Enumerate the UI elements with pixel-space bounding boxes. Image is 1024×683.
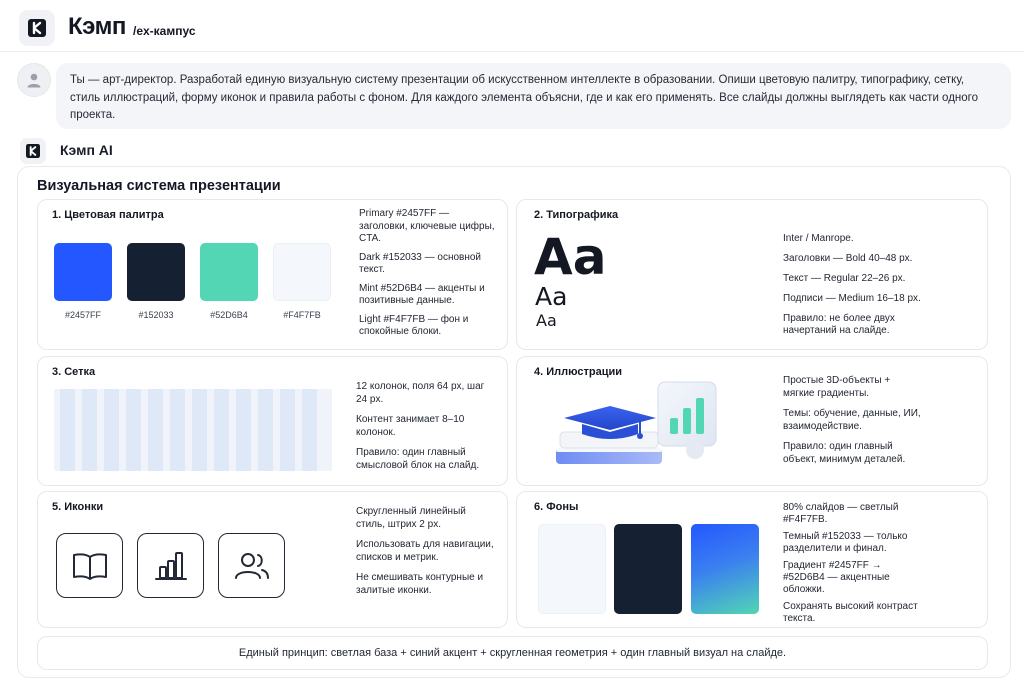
- icons-notes: [356, 506, 496, 603]
- ai-avatar: [20, 138, 46, 164]
- backgrounds-note: 80% слайдов — светлый #F4F7FB.: [783, 502, 899, 525]
- grid-column: [192, 389, 207, 471]
- icons-title: 5. Иконки: [52, 501, 104, 513]
- swatch-primary: [54, 243, 112, 301]
- user-avatar: [17, 63, 51, 97]
- grid-note: Контент занимает 8–10 колонок.: [356, 414, 465, 438]
- swatch-label: #52D6B4: [210, 310, 248, 320]
- palette-title: 1. Цветовая палитра: [52, 209, 164, 221]
- typography-notes: [783, 233, 933, 337]
- typography-note: Правило: не более двух начертаний на слайде.: [783, 313, 895, 336]
- user-message: Ты — арт-директор. Разработай единую визуальную систему презентации об искусственном интеллекте в образовании. Опиши цветовую палитру, типографику, сетку, стиль иллюстраций, форму иконок и правила работы с фоном. Для каждого элемента объясни, где и как его применять. Все слайды должны выглядеть как части одного проекта.: [56, 63, 1011, 129]
- grid-column: [148, 389, 163, 471]
- app-logo[interactable]: [19, 10, 55, 46]
- grid-column: [126, 389, 141, 471]
- illustrations-note: Темы: обучение, данные, ИИ, взаимодействие.: [783, 408, 921, 432]
- backgrounds-note: Темный #152033 — только разделители и финал.: [783, 531, 908, 554]
- backgrounds-note: Градиент #2457FF → #52D6B4 — акцентные обложки.: [783, 560, 890, 595]
- typography-note: Заголовки — Bold 40–48 px.: [783, 253, 913, 264]
- bar-chart-icon: [154, 550, 188, 582]
- grid-note: Правило: один главный смысловой блок на слайд.: [356, 447, 480, 471]
- backgrounds-note: Сохранять высокий контраст текста.: [783, 601, 918, 624]
- palette-note: Primary #2457FF — заголовки, ключевые цифры, CTA.: [359, 208, 495, 244]
- palette-note: Dark #152033 — основной текст.: [359, 251, 482, 275]
- book-icon: [71, 550, 109, 582]
- grid-column: [82, 389, 97, 471]
- grid-notes: [356, 381, 496, 478]
- ai-name: Кэмп AI: [60, 142, 113, 158]
- palette-note: Light #F4F7FB — фон и спокойные блоки.: [359, 313, 469, 337]
- type-sample-large: Aa: [534, 228, 607, 286]
- grid-note: 12 колонок, поля 64 px, шаг 24 px.: [356, 381, 485, 405]
- background-sample-dark: [614, 524, 682, 614]
- type-sample-medium: Aa: [535, 282, 568, 311]
- background-sample-gradient: [691, 524, 759, 614]
- swatch-label: #152033: [138, 310, 174, 320]
- backgrounds-title: 6. Фоны: [534, 501, 579, 513]
- swatch-mint: [200, 243, 258, 301]
- logo-mark-icon: [28, 19, 46, 37]
- user-icon: [26, 72, 42, 88]
- swatch-light: [273, 243, 331, 301]
- icons-note: Скругленный линейный стиль, штрих 2 px.: [356, 506, 466, 530]
- grid-column: [214, 389, 229, 471]
- palette-note: Mint #52D6B4 — акценты и позитивные данные.: [359, 282, 485, 306]
- typography-note: Inter / Manrope.: [783, 233, 854, 244]
- swatch-label: #F4F7FB: [283, 310, 321, 320]
- illustrations-note: Простые 3D-объекты + мягкие градиенты.: [783, 375, 891, 399]
- grid-column: [104, 389, 119, 471]
- typography-note: Текст — Regular 22–26 px.: [783, 273, 906, 284]
- grid-column: [170, 389, 185, 471]
- type-sample-small: Aa: [536, 311, 557, 330]
- illustrations-note: Правило: один главный объект, минимум деталей.: [783, 441, 906, 465]
- users-icon: [233, 550, 271, 582]
- illustration-graduation-icon: [548, 378, 728, 478]
- illustrations-title: 4. Иллюстрации: [534, 366, 622, 378]
- grid-column: [280, 389, 295, 471]
- grid-column: [236, 389, 251, 471]
- icon-tile-chart: [137, 533, 204, 598]
- logo-mark-icon: [26, 144, 40, 158]
- background-sample-light: [538, 524, 606, 614]
- response-title: Визуальная система презентации: [37, 178, 281, 194]
- brand-name: Кэмп: [68, 13, 126, 40]
- palette-notes: [359, 208, 499, 345]
- grid-title: 3. Сетка: [52, 366, 96, 378]
- typography-title: 2. Типографика: [534, 209, 619, 221]
- backgrounds-notes: [783, 502, 923, 625]
- swatch-label: #2457FF: [64, 310, 102, 320]
- icons-note: Не смешивать контурные и залитые иконки.: [356, 572, 484, 596]
- typography-note: Подписи — Medium 16–18 px.: [783, 293, 921, 304]
- icon-tile-book: [56, 533, 123, 598]
- grid-column: [258, 389, 273, 471]
- icon-tile-users: [218, 533, 285, 598]
- grid-column: [60, 389, 75, 471]
- illustrations-notes: [783, 375, 923, 472]
- grid-column: [302, 389, 317, 471]
- brand-subtitle: /ex-кампус: [133, 24, 196, 38]
- icons-note: Использовать для навигации, списков и метрик.: [356, 539, 494, 563]
- unifying-principle: Единый принцип: светлая база + синий акцент + скругленная геометрия + один главный визуал на слайде.: [37, 636, 988, 670]
- app-header: [0, 0, 1024, 52]
- swatch-dark: [127, 243, 185, 301]
